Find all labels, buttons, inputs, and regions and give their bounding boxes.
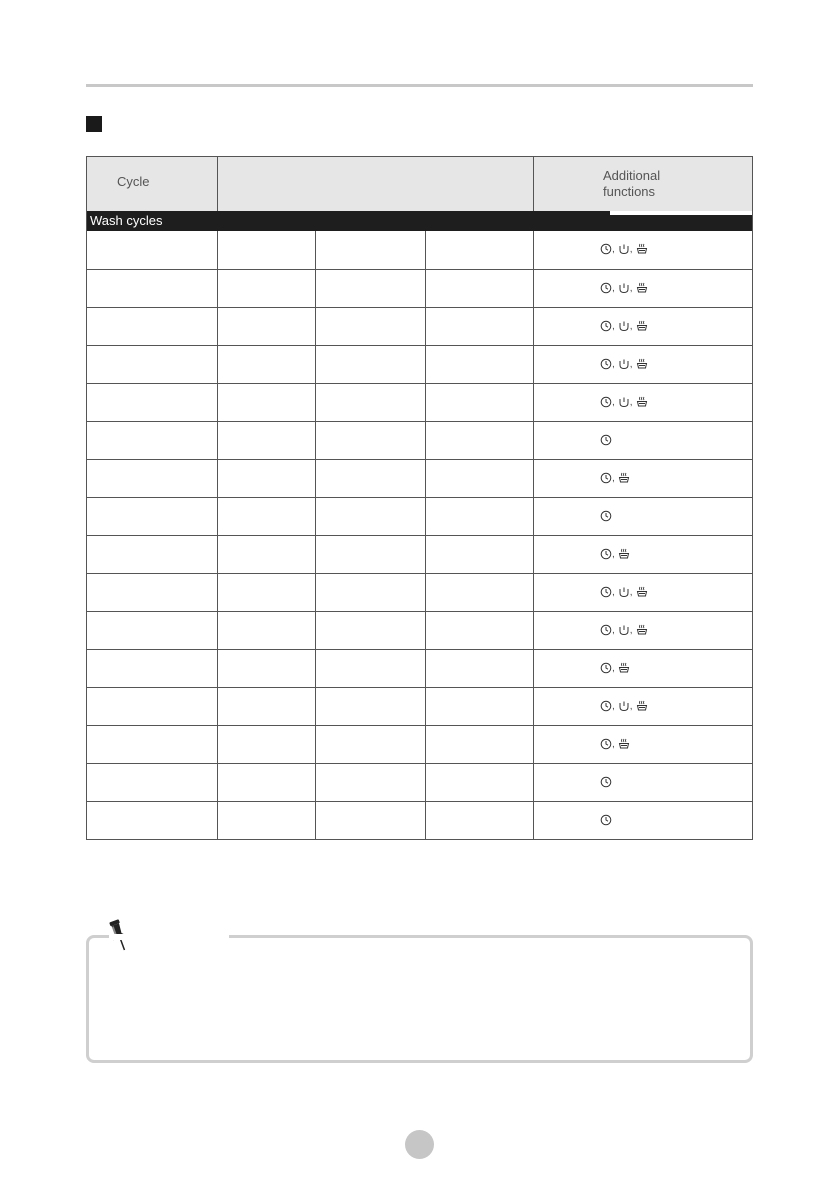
table-cell [218, 270, 316, 307]
table-cell [426, 422, 534, 459]
table-cell [218, 422, 316, 459]
icon-separator: , [612, 663, 615, 674]
table-row [87, 459, 752, 497]
icon-separator: , [629, 244, 633, 255]
delay-timer-icon [600, 623, 612, 635]
table-row [87, 231, 752, 269]
delay-timer-icon [600, 395, 612, 407]
table-cell [87, 270, 218, 307]
delay-timer-icon [600, 242, 612, 254]
table-cell [87, 574, 218, 611]
table-row [87, 421, 752, 459]
function-icons [600, 281, 648, 293]
icon-separator: , [612, 473, 615, 484]
function-icons [600, 319, 648, 331]
icon-separator: , [612, 549, 615, 560]
delay-timer-icon [600, 585, 612, 597]
function-icons [600, 242, 648, 254]
table-row [87, 497, 752, 535]
table-row [87, 611, 752, 649]
table-cell [316, 346, 426, 383]
top-rule [86, 84, 753, 87]
header-cycle: Cycle [87, 157, 218, 211]
header-blank [218, 157, 534, 211]
table-cell [87, 688, 218, 725]
steam-basin-icon [636, 319, 648, 331]
table-cell [218, 612, 316, 649]
delay-timer-icon [600, 547, 612, 559]
table-row [87, 687, 752, 725]
additional-functions-cell [534, 650, 752, 687]
table-cell [426, 384, 534, 421]
table-cell [218, 231, 316, 269]
table-row [87, 763, 752, 801]
icon-separator: , [612, 739, 615, 750]
icon-separator: , [629, 321, 633, 332]
delay-timer-icon [600, 661, 612, 673]
additional-functions-cell [534, 384, 752, 421]
function-icons [600, 547, 630, 559]
band-notch [610, 211, 752, 215]
table-cell [87, 498, 218, 535]
table-cell [426, 346, 534, 383]
table-cell [87, 536, 218, 573]
icon-separator: , [612, 701, 615, 712]
table-cell [316, 498, 426, 535]
additional-functions-cell [534, 308, 752, 345]
table-cell [87, 422, 218, 459]
additional-functions-cell [534, 498, 752, 535]
steam-basin-icon [636, 699, 648, 711]
table-row [87, 345, 752, 383]
page-number-circle [405, 1130, 434, 1159]
table-row [87, 307, 752, 345]
table-cell [316, 688, 426, 725]
function-icons [600, 357, 648, 369]
section-marker-square [86, 116, 102, 132]
steam-basin-icon [636, 395, 648, 407]
delay-timer-icon [600, 281, 612, 293]
function-icons [600, 395, 648, 407]
wash-cycles-band [87, 211, 752, 231]
additional-functions-cell [534, 726, 752, 763]
function-icons [600, 775, 612, 787]
steam-basin-icon [618, 661, 630, 673]
function-icons [600, 471, 630, 483]
table-cell [426, 574, 534, 611]
table-row [87, 269, 752, 307]
table-cell [218, 726, 316, 763]
table-cell [218, 688, 316, 725]
icon-separator: , [629, 397, 633, 408]
table-cell [316, 802, 426, 839]
table-header [87, 157, 752, 211]
extra-rinse-icon [618, 319, 630, 331]
steam-basin-icon [618, 547, 630, 559]
table-cell [87, 308, 218, 345]
table-row [87, 725, 752, 763]
delay-timer-icon [600, 509, 612, 521]
additional-functions-cell [534, 231, 752, 269]
table-cell [87, 346, 218, 383]
table-cell [316, 308, 426, 345]
function-icons [600, 509, 612, 521]
additional-functions-cell [534, 270, 752, 307]
additional-functions-cell [534, 802, 752, 839]
table-cell [426, 498, 534, 535]
wash-cycle-table [86, 156, 753, 840]
icon-separator: , [612, 321, 615, 332]
extra-rinse-icon [618, 585, 630, 597]
icon-separator: , [629, 283, 633, 294]
steam-basin-icon [636, 357, 648, 369]
extra-rinse-icon [618, 623, 630, 635]
table-cell [316, 612, 426, 649]
note-box-gap [109, 934, 229, 940]
table-cell [87, 231, 218, 269]
function-icons [600, 433, 612, 445]
table-cell [218, 650, 316, 687]
table-cell [316, 270, 426, 307]
table-cell [426, 308, 534, 345]
table-cell [316, 726, 426, 763]
table-cell [218, 384, 316, 421]
icon-separator: , [612, 244, 615, 255]
table-body [87, 231, 752, 839]
function-icons [600, 813, 612, 825]
table-cell [426, 460, 534, 497]
table-cell [87, 612, 218, 649]
function-icons [600, 699, 648, 711]
table-cell [426, 231, 534, 269]
function-icons [600, 623, 648, 635]
delay-timer-icon [600, 319, 612, 331]
table-cell [426, 270, 534, 307]
delay-timer-icon [600, 737, 612, 749]
table-cell [426, 536, 534, 573]
steam-basin-icon [618, 737, 630, 749]
table-row [87, 801, 752, 839]
table-cell [218, 498, 316, 535]
table-cell [87, 384, 218, 421]
table-cell [218, 536, 316, 573]
table-cell [426, 612, 534, 649]
extra-rinse-icon [618, 395, 630, 407]
table-cell [316, 536, 426, 573]
note-box [86, 935, 753, 1063]
icon-separator: , [629, 587, 633, 598]
additional-functions-cell [534, 612, 752, 649]
table-cell [316, 764, 426, 801]
additional-functions-cell [534, 574, 752, 611]
icon-separator: , [612, 625, 615, 636]
delay-timer-icon [600, 357, 612, 369]
table-cell [87, 460, 218, 497]
additional-functions-cell [534, 422, 752, 459]
delay-timer-icon [600, 813, 612, 825]
table-cell [426, 650, 534, 687]
table-cell [426, 764, 534, 801]
steam-basin-icon [636, 281, 648, 293]
table-cell [426, 688, 534, 725]
extra-rinse-icon [618, 242, 630, 254]
steam-basin-icon [618, 471, 630, 483]
table-cell [218, 802, 316, 839]
delay-timer-icon [600, 471, 612, 483]
additional-functions-cell [534, 688, 752, 725]
steam-basin-icon [636, 585, 648, 597]
table-cell [218, 460, 316, 497]
header-additional-line2: functions [603, 184, 656, 199]
table-cell [87, 650, 218, 687]
function-icons [600, 661, 630, 673]
table-cell [426, 802, 534, 839]
steam-basin-icon [636, 623, 648, 635]
table-row [87, 649, 752, 687]
table-cell [87, 764, 218, 801]
icon-separator: , [612, 283, 615, 294]
icon-separator: , [612, 397, 615, 408]
additional-functions-cell [534, 346, 752, 383]
table-row [87, 383, 752, 421]
extra-rinse-icon [618, 281, 630, 293]
additional-functions-cell [534, 764, 752, 801]
wash-cycles-label: Wash cycles [90, 213, 163, 228]
table-cell [87, 726, 218, 763]
table-cell [316, 422, 426, 459]
icon-separator: , [629, 625, 633, 636]
table-row [87, 535, 752, 573]
table-cell [316, 384, 426, 421]
icon-separator: , [612, 587, 615, 598]
delay-timer-icon [600, 433, 612, 445]
table-cell [316, 574, 426, 611]
table-cell [316, 460, 426, 497]
table-cell [218, 764, 316, 801]
table-cell [316, 650, 426, 687]
icon-separator: , [629, 701, 633, 712]
table-cell [87, 802, 218, 839]
table-cell [426, 726, 534, 763]
table-cell [218, 308, 316, 345]
header-additional-functions [534, 157, 752, 211]
additional-functions-cell [534, 536, 752, 573]
icon-separator: , [612, 359, 615, 370]
function-icons [600, 737, 630, 749]
extra-rinse-icon [618, 357, 630, 369]
icon-separator: , [629, 359, 633, 370]
table-cell [316, 231, 426, 269]
function-icons [600, 585, 648, 597]
delay-timer-icon [600, 699, 612, 711]
delay-timer-icon [600, 775, 612, 787]
table-row [87, 573, 752, 611]
additional-functions-cell [534, 460, 752, 497]
table-cell [218, 574, 316, 611]
table-cell [218, 346, 316, 383]
header-additional-line1: Additional [603, 168, 661, 183]
steam-basin-icon [636, 242, 648, 254]
extra-rinse-icon [618, 699, 630, 711]
